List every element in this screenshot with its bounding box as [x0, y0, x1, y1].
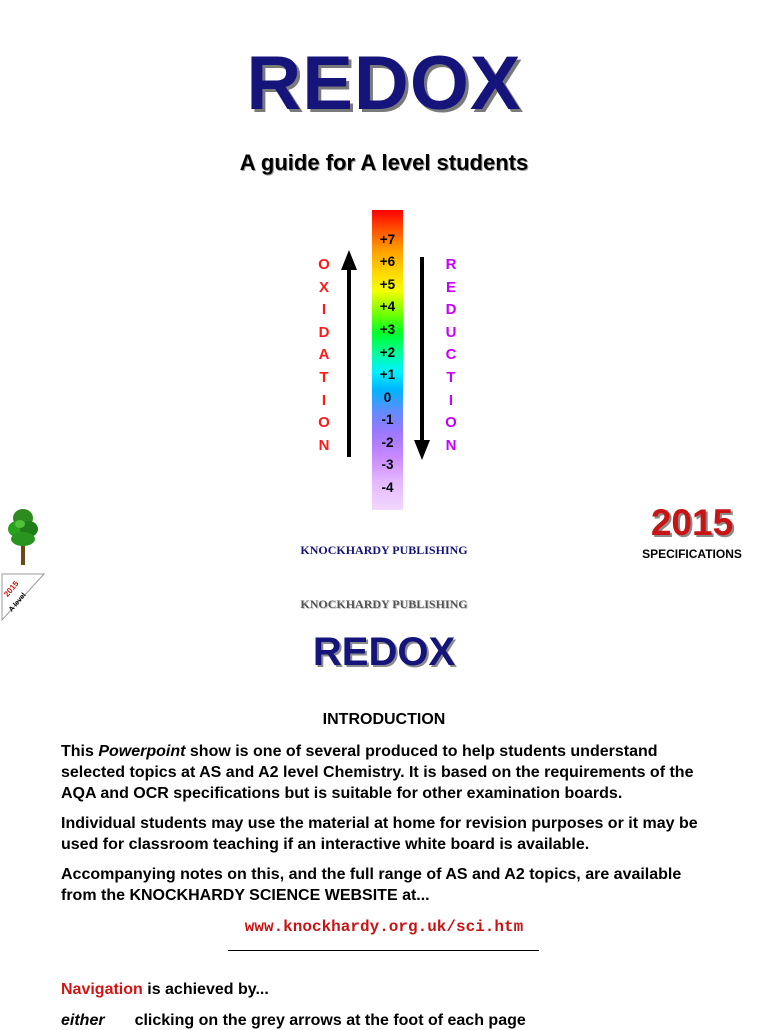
reduction-letter: D — [445, 301, 457, 319]
specifications-label: SPECIFICATIONS — [642, 547, 742, 561]
oxidation-letter: O — [318, 414, 330, 432]
scale-value: +3 — [379, 322, 396, 337]
oxidation-letter: T — [319, 368, 329, 386]
scale-value: +7 — [379, 232, 396, 247]
direction-arrows — [330, 245, 440, 465]
scale-value: 0 — [383, 390, 392, 405]
year-label: 2015 — [650, 502, 734, 543]
p1-start: This — [61, 743, 99, 760]
intro-paragraph-2: Individual students may use the material at home for revision purposes or it may be used for classroom teaching if an interactive white board is available. — [61, 815, 698, 853]
reduction-letter: R — [445, 256, 457, 273]
scale-value: -2 — [381, 435, 394, 450]
oxidation-letter: O — [318, 256, 330, 273]
up-arrow-icon — [341, 250, 357, 457]
main-title: REDOX — [246, 41, 522, 126]
reduction-letter: N — [445, 436, 457, 454]
either-word: either — [61, 1012, 105, 1029]
oxidation-letter: I — [321, 301, 327, 319]
scale-value: +2 — [379, 345, 396, 360]
scale-value: -4 — [381, 480, 394, 495]
badge-level: A level — [7, 591, 28, 614]
tree-logo-icon — [6, 507, 40, 567]
reduction-letter: I — [448, 391, 454, 409]
subtitle: A guide for A level students — [239, 150, 529, 175]
reduction-letter: E — [445, 278, 456, 296]
scale-value: +5 — [379, 277, 396, 292]
oxidation-letter: A — [318, 346, 330, 364]
oxidation-letter: D — [318, 323, 330, 341]
scale-value: +4 — [379, 299, 396, 314]
publisher-label-2: KNOCKHARDY PUBLISHING — [300, 597, 468, 611]
reduction-letter: O — [445, 414, 457, 432]
scale-value: -3 — [381, 457, 394, 472]
introduction-heading: INTRODUCTION — [322, 711, 446, 728]
scale-value: -1 — [381, 412, 394, 427]
powerpoint-word: Powerpoint — [98, 743, 186, 760]
oxidation-letter: I — [321, 391, 327, 409]
reduction-letter: C — [445, 346, 457, 364]
intro-paragraph-1 — [61, 741, 721, 804]
oxidation-letter: X — [318, 278, 329, 296]
navigation-rest: is achieved by... — [142, 981, 269, 998]
oxidation-letter: N — [318, 436, 330, 454]
section-title: REDOX — [312, 630, 456, 674]
down-arrow-icon — [414, 257, 430, 460]
reduction-letter: T — [446, 368, 456, 386]
publisher-label: KNOCKHARDY PUBLISHING — [300, 543, 468, 557]
reduction-label — [441, 254, 461, 457]
p1-rest: show is one of several produced to help students understand selected topics at AS and A2 level Chemistry. It is based on the requirements of the AQA and OCR specifications but is suitable for other examination boards. — [61, 743, 694, 802]
scale-value: +1 — [379, 367, 396, 382]
intro-paragraph-3: Accompanying notes on this, and the full range of AS and A2 topics, are available from the KNOCKHARDY SCIENCE WEBSITE at... — [61, 866, 682, 904]
divider — [228, 950, 539, 951]
scale-value: +6 — [379, 254, 396, 269]
badge-year: 2015 — [2, 579, 21, 599]
navigation-word: Navigation — [61, 981, 143, 998]
navigation-line — [61, 981, 269, 999]
either-line — [61, 1012, 526, 1030]
reduction-letter: U — [445, 323, 457, 341]
website-link[interactable]: www.knockhardy.org.uk/sci.htm — [244, 918, 524, 936]
either-text: clicking on the grey arrows at the foot of each page — [134, 1012, 526, 1029]
